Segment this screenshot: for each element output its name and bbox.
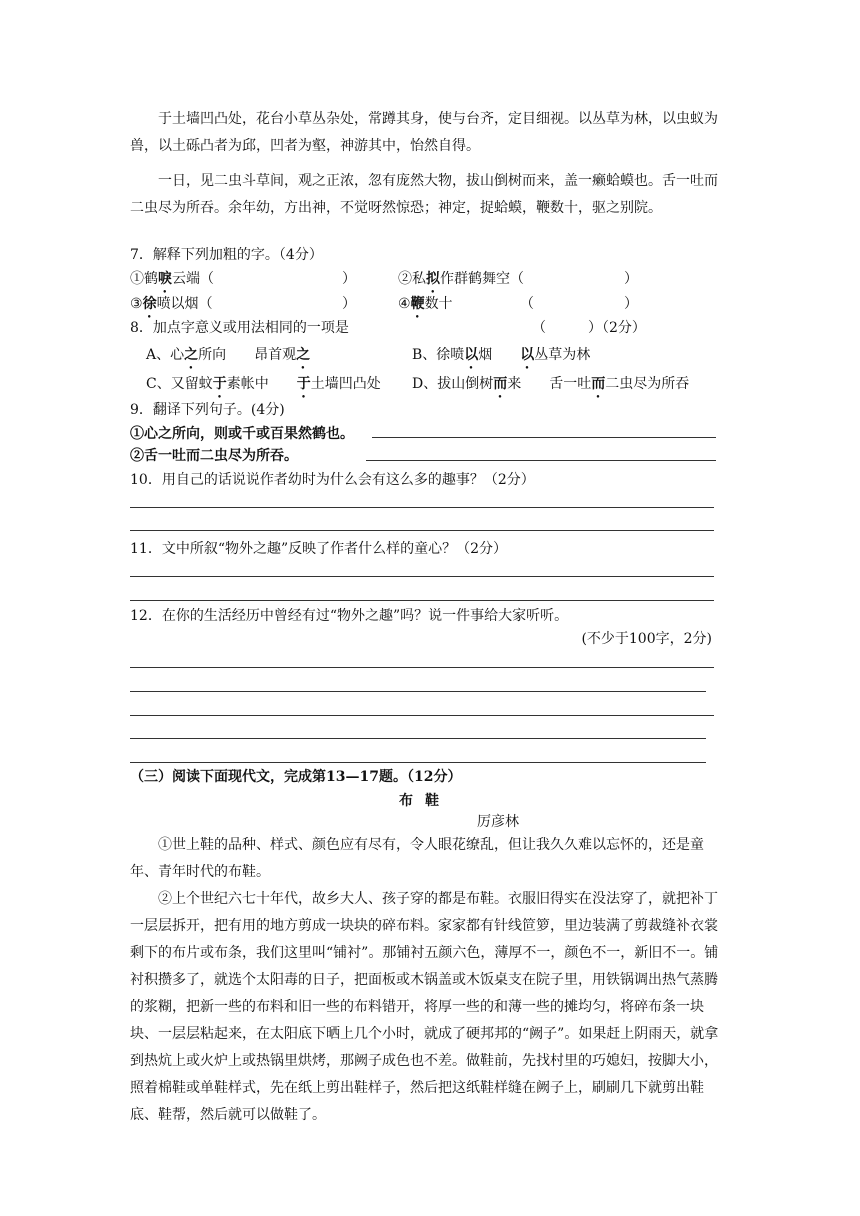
answer-line[interactable] [130,507,714,508]
question-8-option-a: A、心之所向 昂首观之 [146,347,311,363]
answer-line[interactable] [130,667,714,668]
answer-line[interactable] [130,738,706,739]
question-7-answer-1-close: ） [342,271,356,287]
article-title: 布鞋 [399,793,451,809]
question-12-requirement: (不少于100字，2分) [581,631,712,647]
question-8-answer-blank: （ ）（2分） [532,320,646,336]
question-7-item-2: ②私拟作群鹤舞空（ [398,271,524,287]
question-12-stem: 12．在你的生活经历中曾经有过“物外之趣”吗？说一件事给大家听听。 [130,608,569,624]
question-7-item-1: ①鹤唳云端（ [130,271,214,287]
answer-line[interactable] [372,437,716,438]
question-7-answer-4-close: ） [624,296,638,312]
article-paragraph-2: ②上个世纪六七十年代，故乡大人、孩子穿的都是布鞋。衣服旧得实在没法穿了，就把补丁一层层拆开，把有用的地方剪成一块块的碎布料。家家都有针线笸箩，里边装满了剪裁缝补衣裳剩下的布片或布条，我们这里叫“铺衬”。那铺衬五颜六色，薄厚不一，颜色不一，新旧不一。铺衬积攒多了，就选个太阳毒的日子，把面板或木锅盖或木饭桌支在院子里，用铁锅调出热气蒸腾的浆糊，把新一些的布料和旧一些的布料错开，将厚一些的和薄一些的摊均匀，将碎布条一块块、一层层粘起来，在太阳底下晒上几个小时，就成了硬邦邦的“阙子”。如果赶上阴雨天，就拿到热炕上或火炉上或热锅里烘烤，那阙子成色也不差。做鞋前，先找村里的巧媳妇，按脚大小，照着棉鞋或单鞋样式，先在纸上剪出鞋样子，然后把这纸鞋样缝在阙子上，刷刷几下就剪出鞋底、鞋帮，然后就可以做鞋了。 [130,891,719,1123]
question-7-item-4: ④鞭数十 [398,296,453,312]
question-7-answer-3-close: ） [342,296,356,312]
answer-line[interactable] [130,530,714,531]
question-7-answer-4-open: （ [520,296,534,312]
passage-paragraph-1: 于土墙凹凸处，花台小草丛杂处，常蹲其身，使与台齐，定目细视。以丛草为林，以虫蚁为兽，以土砾凸者为邱，凹者为壑，神游其中，怡然自得。 [130,111,718,154]
question-11-stem: 11．文中所叙“物外之趣”反映了作者什么样的童心？（2分） [130,541,508,557]
question-8-stem: 8．加点字意义或用法相同的一项是 [130,320,349,336]
answer-line[interactable] [130,691,706,692]
answer-line[interactable] [130,762,706,763]
question-7-answer-2-close: ） [624,271,638,287]
question-8-option-d: D、拔山倒树而来 舌一吐而二虫尽为所吞 [412,376,690,392]
question-9-sentence-2: ②舌一吐而二虫尽为所吞。 [130,448,298,464]
question-9-sentence-1: ①心之所向，则或千或百果然鹤也。 [130,426,354,442]
question-9-stem: 9．翻译下列句子。(4分) [130,402,285,418]
answer-line[interactable] [130,576,714,577]
section-3-heading: （三）阅读下面现代文，完成第13—17题。（12分） [130,769,462,785]
passage-paragraph-2: 一日，见二虫斗草间，观之正浓，忽有庞然大物，拔山倒树而来，盖一癞蛤蟆也。舌一吐而二虫尽为所吞。余年幼，方出神，不觉呀然惊恐；神定，捉蛤蟆，鞭数十，驱之别院。 [130,173,718,216]
question-7-item-3: ③徐喷以烟（ [130,296,213,312]
question-10-stem: 10．用自己的话说说作者幼时为什么会有这么多的趣事？（2分） [130,472,535,488]
answer-line[interactable] [130,715,714,716]
answer-line[interactable] [130,600,714,601]
article-paragraph-1: ①世上鞋的品种、样式、颜色应有尽有，令人眼花缭乱，但让我久久难以忘怀的，还是童年、青年时代的布鞋。 [130,837,704,880]
answer-line[interactable] [366,460,716,461]
question-8-option-b: B、徐喷以烟 以丛草为林 [412,347,591,363]
question-7-stem: 7．解释下列加粗的字。（4分） [130,247,323,263]
question-8-option-c: C、又留蚊于素帐中 于土墙凹凸处 [146,376,381,392]
article-author: 厉彦林 [477,814,519,830]
